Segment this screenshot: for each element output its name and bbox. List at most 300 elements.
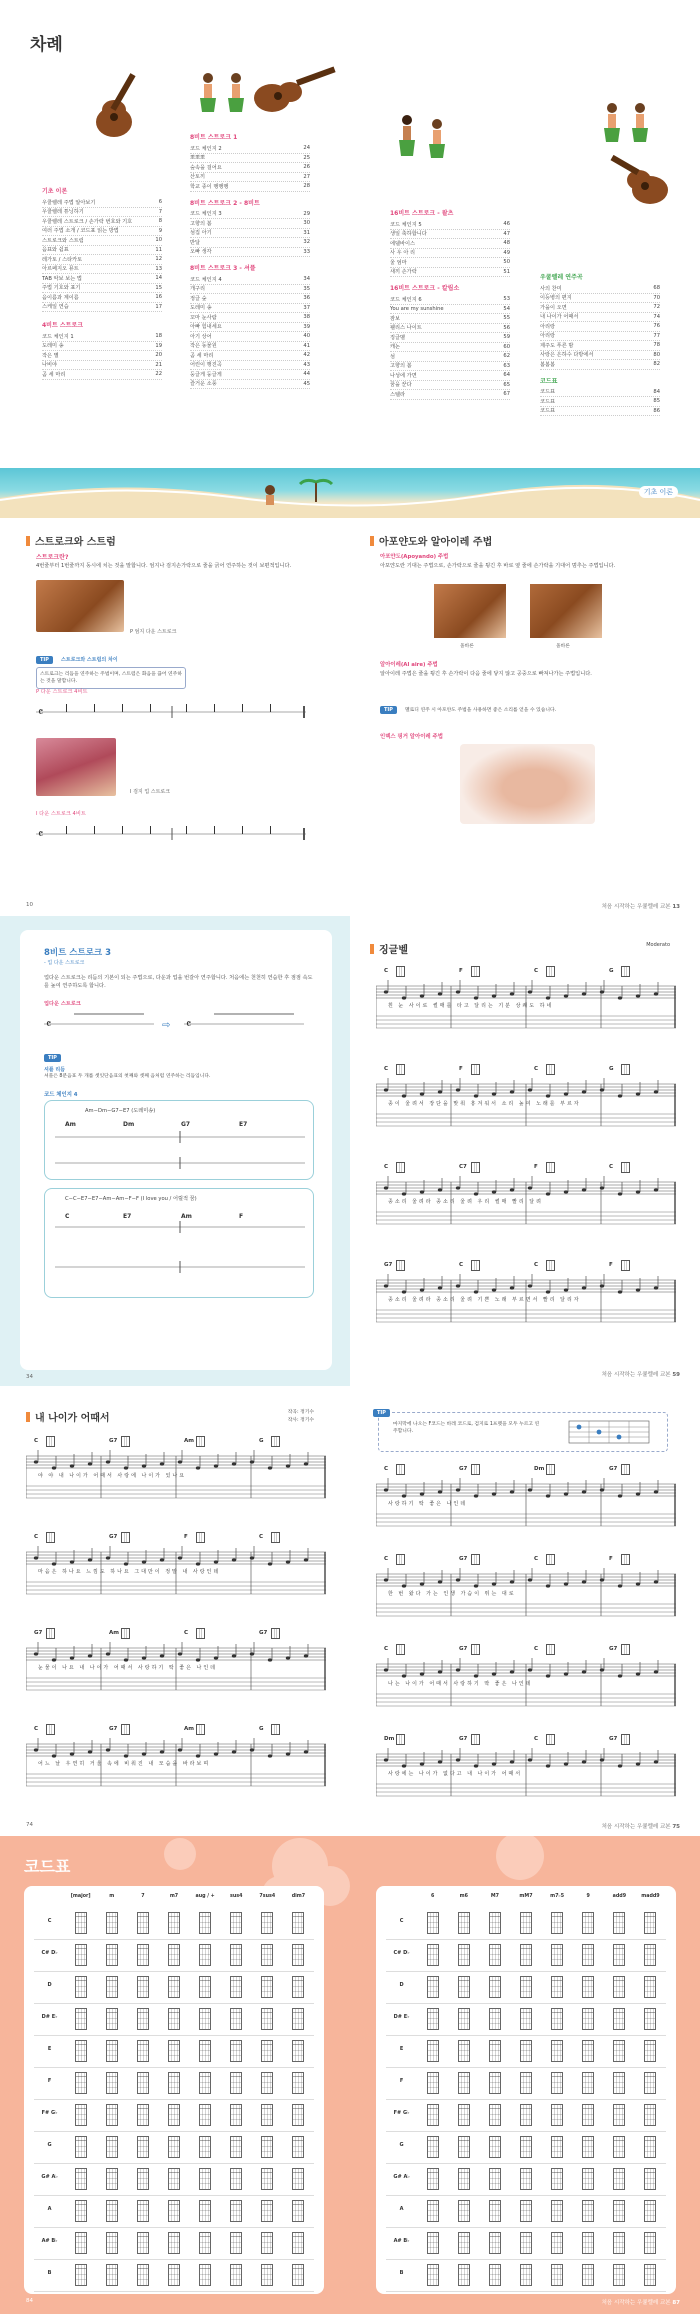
toc-entry-page: 82 — [653, 361, 660, 368]
toc-entry-page: 53 — [503, 296, 510, 303]
toc-entry[interactable] — [540, 322, 660, 332]
toc-entry[interactable] — [42, 332, 162, 342]
toc-entry-label: 코드 체인지 5 — [390, 221, 422, 228]
toc-entry[interactable] — [390, 362, 510, 372]
toc-entry[interactable] — [390, 371, 510, 381]
toc-entry-label: 고향의 봄 — [390, 363, 412, 370]
chord-type-header — [34, 1894, 65, 1906]
toc-entry-page: 18 — [155, 333, 162, 340]
toc-entry[interactable] — [42, 274, 162, 284]
tip-title: 셔플 리듬 — [44, 1067, 66, 1073]
tip-body: 마지막에 나오는 F코드는 바레 코드로, 검지로 1프렛을 모두 누르고 연주합니다. — [393, 1422, 540, 1434]
toc-entry[interactable] — [540, 351, 660, 361]
chord-label: G7 — [609, 1466, 618, 1472]
toc-entry[interactable] — [390, 381, 510, 391]
chord-diagram — [106, 1944, 118, 1966]
toc-entry-page: 36 — [303, 295, 310, 302]
toc-entry[interactable] — [540, 303, 660, 313]
page-number: 59 — [672, 1372, 680, 1378]
chord-diagram — [613, 2008, 625, 2030]
chord-diagram — [644, 2232, 656, 2254]
chord-label: C — [65, 1213, 70, 1220]
chord-root-label: D# E♭ — [41, 2014, 58, 2020]
toc-entry-page: 41 — [303, 342, 310, 349]
page-footer — [602, 2298, 680, 2306]
toc-entry-label: 우쿨렐레 주법 알아보기 — [42, 199, 96, 206]
row-separator — [386, 2259, 666, 2260]
toc-entry-page: 76 — [653, 323, 660, 330]
toc-entry-page: 78 — [653, 342, 660, 349]
subheading: 알아이레(Al aire) 주법 — [380, 662, 438, 668]
toc-entry-page: 49 — [503, 249, 510, 256]
chord-diagram — [168, 2008, 180, 2030]
chord-label: G7 — [609, 1646, 618, 1652]
chord-root-label: A# B♭ — [41, 2238, 58, 2244]
toc-entry[interactable] — [42, 236, 162, 246]
row-separator — [34, 1939, 314, 1940]
beach-banner — [0, 468, 700, 518]
chord-diagram — [582, 2136, 594, 2158]
chord-diagram — [261, 1976, 273, 1998]
chord-root-label: E — [47, 2046, 52, 2052]
toc-entry-label: 학교 종이 땡땡땡 — [190, 183, 229, 190]
chord-diagram — [199, 1976, 211, 1998]
photo-hand-strum — [36, 738, 116, 796]
toc-entry[interactable] — [42, 342, 162, 352]
chord-diagram — [271, 1724, 280, 1735]
chord-diagram — [644, 1912, 656, 1934]
chord-diagram — [199, 1944, 211, 1966]
chord-label: C — [184, 1630, 189, 1636]
toc-entry[interactable] — [190, 351, 310, 361]
chord-label: C — [534, 1646, 539, 1652]
toc-entry-label: 아르페지오 뮤트 — [42, 266, 79, 273]
toc-entry[interactable] — [390, 220, 510, 230]
toc-entry-page: 35 — [303, 285, 310, 292]
toc-entry[interactable] — [42, 208, 162, 218]
subheading: I 다운 스트로크 4비트 — [36, 811, 86, 817]
row-separator — [34, 2227, 314, 2228]
toc-entry[interactable] — [190, 144, 310, 154]
chord-diagram — [644, 1944, 656, 1966]
chord-diagram — [292, 2008, 304, 2030]
chord-diagram — [199, 2072, 211, 2094]
chord-label: Dm — [384, 1736, 395, 1742]
chord-label: G7 — [109, 1534, 118, 1540]
toc-entry[interactable] — [390, 324, 510, 334]
ukulele-icon — [252, 60, 342, 120]
chord-label: G7 — [34, 1630, 43, 1636]
chord-diagram — [199, 1912, 211, 1934]
chord-label: C — [384, 1066, 389, 1072]
lyrics-line: 어느 날 우연히 거울 속에 비춰진 내 모습을 바라보며 — [38, 1761, 211, 1767]
chord-diagram — [458, 2232, 470, 2254]
chord-diagram — [230, 2264, 242, 2286]
toc-entry[interactable] — [390, 305, 510, 315]
chord-diagram — [230, 2072, 242, 2094]
toc-entry[interactable] — [540, 407, 660, 417]
toc-entry[interactable] — [190, 219, 310, 229]
chord-diagram — [75, 2264, 87, 2286]
toc-entry[interactable] — [390, 230, 510, 240]
toc-entry[interactable] — [190, 154, 310, 164]
toc-entry-label: 아빠 힘내세요 — [190, 324, 222, 331]
chord-diagram — [75, 2136, 87, 2158]
chord-diagram — [106, 2008, 118, 2030]
toc-entry-page: 70 — [653, 294, 660, 301]
chord-diagram — [106, 2072, 118, 2094]
toc-entry-page: 10 — [155, 237, 162, 244]
row-separator — [386, 2003, 666, 2004]
toc-entry-page: 43 — [303, 361, 310, 368]
chord-root-label: D — [47, 1982, 52, 1988]
chord-type-header: 7 — [141, 1894, 145, 1899]
chord-label: C — [34, 1438, 39, 1444]
chord-label: F — [459, 968, 463, 974]
row-separator — [34, 1971, 314, 1972]
toc-entry[interactable] — [190, 238, 310, 248]
chord-diagram — [196, 1628, 205, 1639]
chord-diagram — [621, 1162, 630, 1173]
chord-diagram — [489, 2200, 501, 2222]
ukulele-icon — [90, 62, 160, 142]
photo-hand-strum — [36, 580, 124, 632]
toc-entry-label: 징글벨 — [390, 334, 406, 341]
chord-diagram — [471, 966, 480, 977]
chord-diagram — [613, 1976, 625, 1998]
toc-entry[interactable] — [540, 341, 660, 351]
toc-entry-page: 44 — [303, 371, 310, 378]
chord-diagram — [613, 2168, 625, 2190]
toc-entry[interactable] — [190, 285, 310, 295]
ukulele-icon — [605, 150, 675, 210]
chord-diagram — [551, 2200, 563, 2222]
tempo-marking: Moderato — [646, 942, 670, 948]
page-footer — [602, 902, 680, 910]
chord-diagram — [546, 1162, 555, 1173]
chord-label: Am — [184, 1726, 194, 1732]
toc-entry[interactable] — [190, 313, 310, 323]
chord-label: G7 — [459, 1556, 468, 1562]
chord-label: C — [34, 1534, 39, 1540]
toc-column-1 — [42, 182, 162, 380]
toc-entry-page: 68 — [653, 285, 660, 292]
chord-root-label: B — [47, 2270, 52, 2276]
chord-label: G — [609, 1066, 614, 1072]
page-34 — [0, 916, 350, 1386]
toc-entry-page: 42 — [303, 352, 310, 359]
chord-diagram — [644, 1976, 656, 1998]
toc-entry-page: 6 — [158, 199, 162, 206]
toc-entry[interactable] — [42, 265, 162, 275]
toc-column-2 — [190, 128, 310, 389]
toc-entry[interactable] — [190, 342, 310, 352]
toc-entry-label: 주법 기호와 표기 — [42, 285, 81, 292]
toc-entry[interactable] — [42, 370, 162, 380]
chord-diagram — [644, 2136, 656, 2158]
row-separator — [386, 2131, 666, 2132]
chord-diagram — [75, 1976, 87, 1998]
chord-diagram — [471, 1260, 480, 1271]
chord-diagram — [551, 2104, 563, 2126]
chord-root-label: A — [399, 2206, 404, 2212]
toc-entry[interactable] — [390, 352, 510, 362]
toc-entry-page: 65 — [503, 381, 510, 388]
toc-entry[interactable] — [390, 249, 510, 259]
toc-entry[interactable] — [540, 397, 660, 407]
page-10 — [0, 518, 350, 916]
toc-entry[interactable] — [390, 343, 510, 353]
chord-diagram — [292, 1912, 304, 1934]
toc-entry[interactable] — [540, 313, 660, 323]
toc-entry-label: 나비야 — [42, 362, 58, 369]
toc-entry[interactable] — [42, 361, 162, 371]
score-system — [376, 1160, 676, 1240]
toc-entry-page: 85 — [653, 398, 660, 405]
chord-type-header: dim7 — [291, 1894, 306, 1899]
row-separator — [34, 2195, 314, 2196]
subheading: 코드 체인지 4 — [44, 1092, 78, 1098]
lyrics-line: 종소리 울려라 종소리 울려 기쁜 노래 부르면서 빨리 달리자 — [388, 1297, 581, 1303]
chord-diagram — [621, 1064, 630, 1075]
tip-body: 멜로디 연주 시 아포얀도 주법을 사용하면 좋은 소리를 얻을 수 있습니다. — [405, 708, 557, 713]
toc-entry[interactable] — [390, 239, 510, 249]
chord-diagram — [137, 2104, 149, 2126]
section-bullet — [370, 944, 374, 954]
chord-diagram — [458, 2200, 470, 2222]
lyrics-line: 사랑에는 나이가 없다고 내 나이가 어때서 — [388, 1771, 523, 1777]
toc-entry[interactable] — [390, 390, 510, 400]
toc-entry-label: 아리랑 — [540, 333, 556, 340]
chord-diagram — [471, 1644, 480, 1655]
hula-dancer-icon — [395, 110, 465, 170]
chord-diagram — [582, 2264, 594, 2286]
chord-table-header — [386, 1894, 666, 1906]
toc-entry-page: 38 — [303, 314, 310, 321]
toc-entry[interactable] — [190, 182, 310, 192]
chord-diagram — [489, 2232, 501, 2254]
toc-entry[interactable] — [42, 255, 162, 265]
toc-entry[interactable] — [190, 294, 310, 304]
chord-diagram — [261, 2168, 273, 2190]
chord-diagram — [471, 1162, 480, 1173]
progression-title: Am−Dm−G7−E7 (도레미송) — [85, 1108, 156, 1114]
toc-entry[interactable] — [190, 275, 310, 285]
beach-label: 기초 이론 — [639, 486, 678, 498]
chord-label: G7 — [459, 1466, 468, 1472]
chord-diagram — [489, 2136, 501, 2158]
toc-section-head: 8비트 스트로크 3 - 셔플 — [190, 265, 256, 272]
toc-entry[interactable] — [540, 294, 660, 304]
chord-diagram — [621, 966, 630, 977]
chord-diagram — [292, 2104, 304, 2126]
chord-diagram — [292, 2232, 304, 2254]
toc-entry[interactable] — [390, 295, 510, 305]
chord-diagram — [546, 966, 555, 977]
chord-diagram — [121, 1436, 130, 1447]
chord-diagram — [613, 1944, 625, 1966]
toc-entry[interactable] — [42, 217, 162, 227]
chord-diagram — [489, 2072, 501, 2094]
chord-label: G — [259, 1438, 264, 1444]
toc-entry[interactable] — [190, 163, 310, 173]
toc-entry-label: 제주도 푸른 밤 — [540, 342, 574, 349]
chord-diagram — [261, 2072, 273, 2094]
chord-diagram — [261, 2136, 273, 2158]
toc-entry[interactable] — [540, 284, 660, 294]
chord-diagram — [168, 1912, 180, 1934]
toc-entry-page: 46 — [503, 221, 510, 228]
toc-entry[interactable] — [42, 246, 162, 256]
score-system — [376, 1462, 676, 1542]
chord-diagram — [230, 2104, 242, 2126]
subheading: P 다운 스트로크 4비트 — [36, 689, 88, 695]
section-subtitle: - 업 다운 스트로크 — [44, 960, 85, 966]
toc-entry-page: 31 — [303, 229, 310, 236]
toc-section-head: 우쿨렐레 연주곡 — [540, 274, 583, 281]
toc-entry[interactable] — [42, 351, 162, 361]
chord-label: C7 — [459, 1164, 467, 1170]
page-number: 13 — [672, 904, 680, 910]
toc-entry-label: You are my sunshine — [390, 305, 444, 312]
chord-diagram — [106, 1976, 118, 1998]
chord-diagram — [427, 2136, 439, 2158]
chord-diagram — [230, 1976, 242, 1998]
toc-entry[interactable] — [190, 173, 310, 183]
footer-text: 처음 시작하는 우쿨렐레 교본 — [601, 1824, 671, 1830]
score-system — [376, 964, 676, 1044]
chord-diagram — [621, 1644, 630, 1655]
progression-title: C−C−E7−E7−Am−Am−F−F (I love you / 어릴적 꿈) — [65, 1196, 197, 1202]
toc-entry[interactable] — [390, 268, 510, 278]
chord-progression-box-1 — [44, 1100, 314, 1180]
chord-diagram — [471, 1064, 480, 1075]
chord-diagram — [168, 2040, 180, 2062]
chord-diagram — [196, 1532, 205, 1543]
toc-entry[interactable] — [190, 323, 310, 333]
chord-diagram — [46, 1724, 55, 1735]
toc-entry[interactable] — [390, 314, 510, 324]
toc-entry-label: 캐논 — [390, 344, 401, 351]
toc-entry-page: 50 — [503, 259, 510, 266]
toc-entry[interactable] — [190, 361, 310, 371]
chord-diagram — [582, 1976, 594, 1998]
toc-entry-label: 코드 체인지 6 — [390, 296, 422, 303]
chord-diagram — [520, 2104, 532, 2126]
chord-label: C — [384, 1646, 389, 1652]
toc-entry[interactable] — [42, 303, 162, 313]
toc-entry-label: 사의 찬미 — [540, 285, 562, 292]
chord-label: Dm — [123, 1121, 135, 1128]
toc-entry[interactable] — [42, 284, 162, 294]
chord-diagram — [121, 1628, 130, 1639]
chord-diagram — [520, 1912, 532, 1934]
toc-entry[interactable] — [42, 198, 162, 208]
toc-entry-label: 코드표 — [540, 389, 556, 396]
toc-entry-label: 도레미 송 — [190, 305, 212, 312]
rhythm-staff — [36, 696, 306, 730]
toc-entry[interactable] — [190, 210, 310, 220]
lyrics-line: 종소리 울려라 종소리 울려 우리 썰매 빨리 달려 — [388, 1199, 543, 1205]
chord-diagram — [551, 1976, 563, 1998]
chord-diagram — [292, 2168, 304, 2190]
chord-diagram — [292, 2040, 304, 2062]
toc-entry[interactable] — [190, 380, 310, 390]
chord-diagram — [551, 2136, 563, 2158]
toc-entry[interactable] — [190, 332, 310, 342]
chord-label: Am — [184, 1438, 194, 1444]
toc-entry[interactable] — [42, 227, 162, 237]
chord-diagram — [261, 2232, 273, 2254]
chord-diagram — [168, 2168, 180, 2190]
toc-entry-page: 74 — [653, 313, 660, 320]
chord-label: G7 — [459, 1646, 468, 1652]
toc-entry[interactable] — [190, 304, 310, 314]
chord-diagram — [75, 1912, 87, 1934]
page-number: 84 — [26, 2298, 33, 2304]
toc-entry[interactable] — [190, 229, 310, 239]
chord-diagram — [520, 2200, 532, 2222]
toc-entry[interactable] — [540, 388, 660, 398]
chord-diagram — [458, 2008, 470, 2030]
toc-entry-label: 개구리 — [190, 286, 206, 293]
toc-entry[interactable] — [540, 360, 660, 370]
score-system — [376, 1732, 676, 1812]
toc-entry-label: 코드표 — [540, 398, 556, 405]
chord-label: C — [534, 1556, 539, 1562]
toc-entry[interactable] — [390, 333, 510, 343]
lyrics-line: 사랑하기 딱 좋은 나인데 — [388, 1501, 468, 1507]
toc-entry-page: 22 — [155, 371, 162, 378]
chord-diagram — [489, 1976, 501, 1998]
row-separator — [386, 2291, 666, 2292]
toc-entry-label: 꼬마 눈사람 — [190, 314, 217, 321]
toc-entry-label: 울 엄마 — [390, 259, 407, 266]
section-title: 스트로크와 스트럼 — [35, 537, 116, 548]
chord-label: G — [609, 968, 614, 974]
chord-diagram — [137, 1912, 149, 1934]
chord-diagram — [644, 2104, 656, 2126]
tip-badge: TIP — [373, 1409, 390, 1417]
toc-entry[interactable] — [190, 248, 310, 258]
chord-diagram — [168, 2232, 180, 2254]
chord-diagram — [621, 1260, 630, 1271]
toc-entry-label: 도레미 송 — [42, 343, 64, 350]
chord-diagram — [230, 2200, 242, 2222]
toc-section-head: 8비트 스트로크 2 - 8비트 — [190, 199, 260, 207]
toc-entry[interactable] — [42, 293, 162, 303]
chord-diagram — [137, 2264, 149, 2286]
toc-entry-page: 21 — [155, 361, 162, 368]
row-separator — [34, 2291, 314, 2292]
svg-text:𝄴: 𝄴 — [186, 1017, 192, 1031]
chord-diagram — [427, 1912, 439, 1934]
toc-entry[interactable] — [190, 370, 310, 380]
body-text: 4번줄부터 1번줄까지 동시에 치는 것을 말합니다. 엄지나 검지손가락으로 줄을 긁어 연주하는 것이 보편적입니다. — [36, 563, 292, 569]
toc-entry-page: 47 — [503, 230, 510, 237]
chord-diagram — [458, 1944, 470, 1966]
subheading: 업다운 스트로크 — [44, 1001, 81, 1007]
toc-entry[interactable] — [540, 332, 660, 342]
chord-diagram — [427, 2264, 439, 2286]
chord-diagram — [458, 2136, 470, 2158]
chord-diagram — [458, 2072, 470, 2094]
chord-diagram — [644, 2168, 656, 2190]
chord-diagram — [75, 2232, 87, 2254]
toc-entry[interactable] — [390, 258, 510, 268]
chord-diagram — [292, 1976, 304, 1998]
chord-type-header: m — [109, 1894, 115, 1899]
